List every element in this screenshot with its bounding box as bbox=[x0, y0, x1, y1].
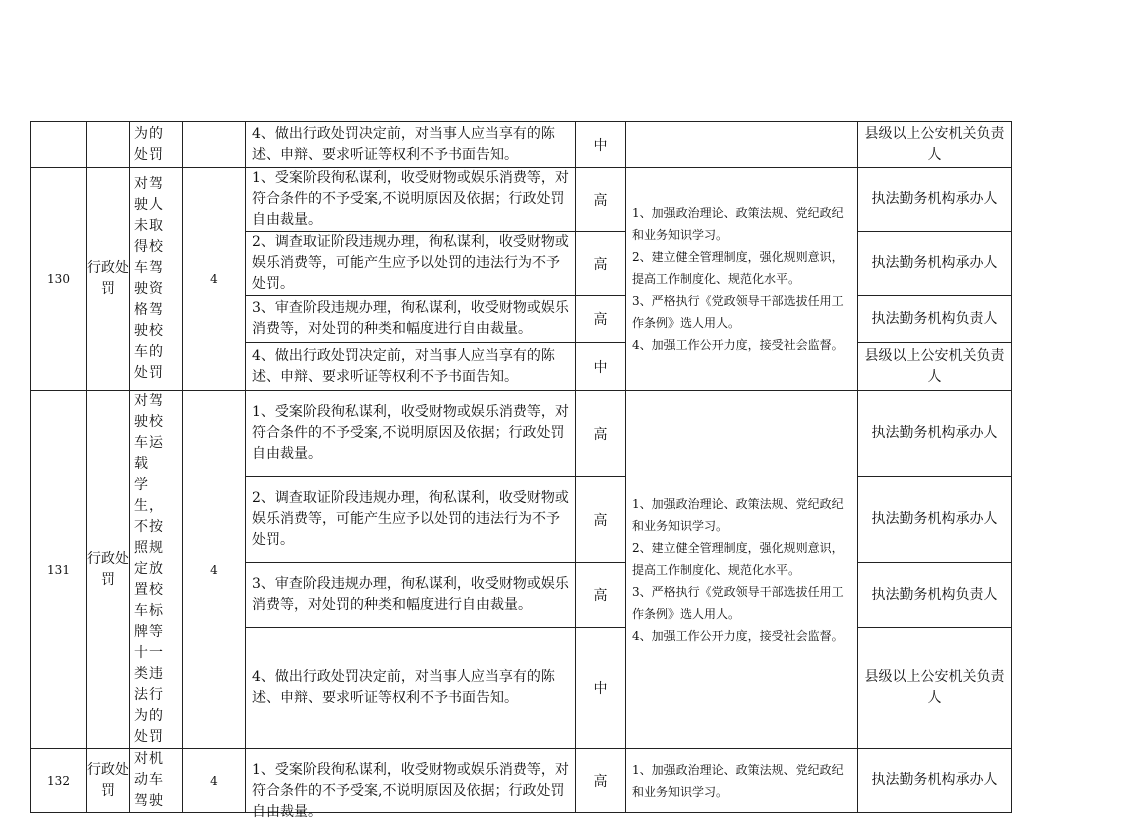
measure-item: 2、建立健全管理制度，强化规则意识，提高工作制度化、规范化水平。 bbox=[632, 250, 844, 286]
measures-cell bbox=[626, 168, 858, 391]
responsible-cell: 县级以上公安机关负责人 bbox=[858, 627, 1012, 748]
item-cell: 为的处罚 bbox=[130, 122, 183, 168]
category-cell: 行政处罚 bbox=[87, 391, 130, 749]
serial-number: 131 bbox=[31, 391, 87, 749]
grade-cell: 中 bbox=[576, 122, 626, 168]
level-cell: 4 bbox=[183, 391, 246, 749]
serial-number: 130 bbox=[31, 168, 87, 391]
level-cell bbox=[183, 122, 246, 168]
grade-cell: 高 bbox=[576, 477, 626, 563]
measure-item: 4、加强工作公开力度，接受社会监督。 bbox=[632, 338, 844, 352]
responsible-cell: 执法勤务机构承办人 bbox=[858, 477, 1012, 563]
grade-cell: 高 bbox=[576, 563, 626, 628]
grade-cell: 高 bbox=[576, 391, 626, 477]
grade-cell: 高 bbox=[576, 749, 626, 813]
risk-text-clipped: 1、受案阶段徇私谋利，收受财物或娱乐消费等，对符合条件的不予受案,不说明原因及依据；行政处罚自由裁量。 bbox=[252, 761, 569, 820]
responsible-cell: 执法勤务机构承办人 bbox=[858, 232, 1012, 296]
serial-cell bbox=[31, 122, 87, 168]
responsible-cell: 执法勤务机构承办人 bbox=[858, 391, 1012, 477]
measure-item: 1、加强政治理论、政策法规、党纪政纪和业务知识学习。 bbox=[632, 762, 844, 799]
responsible-cell: 县级以上公安机关负责人 bbox=[858, 122, 1012, 168]
category-cell: 行政处罚 bbox=[87, 168, 130, 391]
risk-cell: 4、做出行政处罚决定前，对当事人应当享有的陈述、申辩、要求听证等权利不予书面告知。 bbox=[246, 627, 576, 748]
level-cell: 4 bbox=[183, 749, 246, 813]
serial-number: 132 bbox=[31, 749, 87, 813]
risk-cell: 1、受案阶段徇私谋利，收受财物或娱乐消费等，对符合条件的不予受案,不说明原因及依据；行政处罚自由裁量。 bbox=[246, 391, 576, 477]
measures-cell bbox=[626, 391, 858, 749]
table-row bbox=[31, 122, 1012, 168]
level-cell: 4 bbox=[183, 168, 246, 391]
risk-cell bbox=[246, 749, 576, 820]
measure-item: 1、加强政治理论、政策法规、党纪政纪和业务知识学习。 bbox=[632, 206, 844, 242]
measure-item: 3、严格执行《党政领导干部选拔任用工作条例》选人用人。 bbox=[632, 294, 844, 330]
responsible-cell: 执法勤务机构承办人 bbox=[858, 168, 1012, 232]
measure-item: 1、加强政治理论、政策法规、党纪政纪和业务知识学习。 bbox=[632, 496, 844, 533]
table-row bbox=[31, 749, 1012, 813]
category-cell bbox=[87, 122, 130, 168]
risk-cell: 4、做出行政处罚决定前，对当事人应当享有的陈述、申辩、要求听证等权利不予书面告知。 bbox=[246, 122, 576, 168]
risk-cell: 3、审查阶段违规办理，徇私谋利，收受财物或娱乐消费等，对处罚的种类和幅度进行自由裁量。 bbox=[246, 563, 576, 628]
table-row bbox=[31, 391, 1012, 477]
item-cell: 对驾驶人未取得校车驾驶资格驾驶校车的处罚 bbox=[130, 168, 183, 391]
table-row bbox=[31, 168, 1012, 232]
risk-table bbox=[30, 121, 1012, 820]
measures-cell bbox=[626, 749, 858, 813]
grade-cell: 中 bbox=[576, 343, 626, 391]
measure-item: 2、建立健全管理制度，强化规则意识，提高工作制度化、规范化水平。 bbox=[632, 540, 844, 577]
risk-cell: 1、受案阶段徇私谋利，收受财物或娱乐消费等，对符合条件的不予受案,不说明原因及依据；行政处罚自由裁量。 bbox=[246, 168, 576, 232]
item-cell: 对机动车驾驶 bbox=[130, 749, 183, 813]
grade-cell: 高 bbox=[576, 168, 626, 232]
responsible-cell: 执法勤务机构承办人 bbox=[858, 749, 1012, 813]
grade-cell: 高 bbox=[576, 296, 626, 343]
measures-cell bbox=[626, 122, 858, 168]
responsible-cell: 执法勤务机构负责人 bbox=[858, 563, 1012, 628]
risk-cell: 2、调查取证阶段违规办理，徇私谋利，收受财物或娱乐消费等，可能产生应予以处罚的违法行为不予处罚。 bbox=[246, 477, 576, 563]
measure-item: 3、严格执行《党政领导干部选拔任用工作条例》选人用人。 bbox=[632, 584, 844, 621]
risk-cell: 4、做出行政处罚决定前，对当事人应当享有的陈述、申辩、要求听证等权利不予书面告知。 bbox=[246, 343, 576, 391]
grade-cell: 中 bbox=[576, 627, 626, 748]
category-cell: 行政处罚 bbox=[87, 749, 130, 813]
responsible-cell: 执法勤务机构负责人 bbox=[858, 296, 1012, 343]
item-cell: 对驾驶校车运载 学生，不按照规定放置校车标牌等十一类违法行为的处罚 bbox=[130, 391, 183, 749]
risk-cell: 2、调查取证阶段违规办理，徇私谋利，收受财物或娱乐消费等，可能产生应予以处罚的违法行为不予处罚。 bbox=[246, 232, 576, 296]
risk-cell: 3、审查阶段违规办理，徇私谋利，收受财物或娱乐消费等，对处罚的种类和幅度进行自由裁量。 bbox=[246, 296, 576, 343]
grade-cell: 高 bbox=[576, 232, 626, 296]
responsible-cell: 县级以上公安机关负责人 bbox=[858, 343, 1012, 391]
measure-item: 4、加强工作公开力度，接受社会监督。 bbox=[632, 628, 844, 643]
